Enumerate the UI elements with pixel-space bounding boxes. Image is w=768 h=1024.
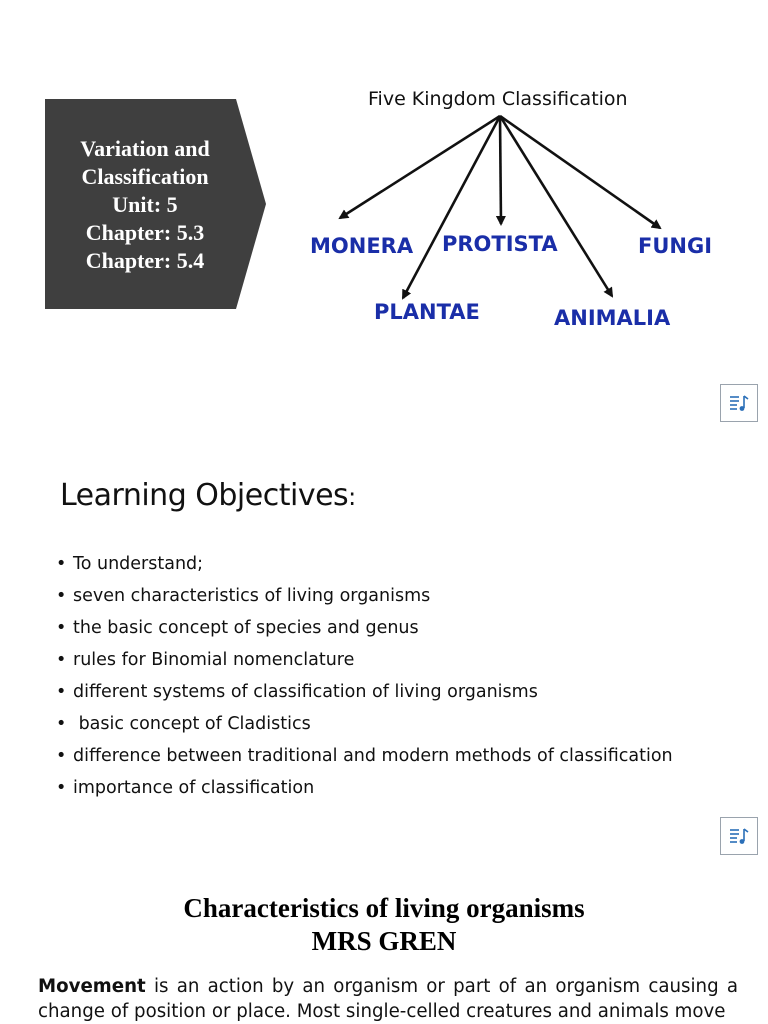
arrow-monera — [340, 116, 500, 218]
title-line: Chapter: 5.3 — [85, 220, 205, 245]
title-line: Chapter: 5.4 — [85, 248, 205, 273]
title-line: Variation and — [80, 136, 210, 161]
title-line: Unit: 5 — [112, 192, 178, 217]
title-line-1: Characteristics of living organisms — [183, 893, 585, 923]
list-item-text: importance of classification — [73, 778, 315, 798]
bullet: • — [56, 650, 67, 670]
list-item-text: difference between traditional and modern methods of classification — [73, 746, 673, 766]
bullet: • — [56, 618, 67, 638]
arrow-plantae — [403, 116, 500, 298]
body-text: is an action by an organism or part of an organism causing a change of position or place. Most single-celled creatures and animals move — [38, 976, 738, 1022]
title-line: Classification — [81, 164, 209, 189]
title-text — [45, 135, 245, 275]
kingdom-arrows — [300, 78, 740, 348]
list-item — [56, 772, 673, 804]
speaker-notes-icon — [729, 827, 749, 845]
bullet: • — [56, 586, 67, 606]
list-item-text: the basic concept of species and genus — [73, 618, 419, 638]
objectives-slide — [0, 440, 768, 820]
bullet: • — [56, 554, 67, 574]
speaker-notes-button[interactable] — [720, 384, 758, 422]
list-item-text: seven characteristics of living organisms — [73, 586, 431, 606]
list-item-text: different systems of classification of living organisms — [73, 682, 538, 702]
list-item-text: basic concept of Cladistics — [73, 714, 311, 734]
list-item — [56, 580, 673, 612]
heading-text: Learning Objectives — [60, 478, 349, 513]
kingdom-label-animalia: ANIMALIA — [554, 306, 671, 330]
kingdom-label-fungi: FUNGI — [638, 234, 713, 258]
list-item — [56, 676, 673, 708]
characteristics-body — [38, 974, 738, 1024]
arrow-animalia — [500, 116, 612, 296]
kingdom-label-monera: MONERA — [310, 234, 414, 258]
title-chevron-box — [45, 99, 266, 309]
objectives-heading — [60, 478, 356, 513]
arrow-protista — [500, 116, 501, 224]
bullet: • — [56, 746, 67, 766]
speaker-notes-button[interactable] — [720, 817, 758, 855]
diagram-title: Five Kingdom Classification — [368, 88, 628, 110]
list-item-text: rules for Binomial nomenclature — [73, 650, 355, 670]
title-line-2: MRS GREN — [311, 926, 457, 956]
heading-colon: : — [348, 483, 356, 511]
list-item-text: To understand; — [73, 554, 204, 574]
arrow-fungi — [500, 116, 660, 228]
bullet: • — [56, 778, 67, 798]
kingdom-label-plantae: PLANTAE — [374, 300, 480, 324]
title-slide — [0, 0, 768, 375]
objectives-list — [56, 548, 673, 804]
five-kingdom-diagram — [300, 78, 740, 348]
list-item — [56, 740, 673, 772]
characteristics-title — [0, 892, 768, 958]
list-item — [56, 548, 673, 580]
term-movement: Movement — [38, 976, 146, 997]
bullet: • — [56, 682, 67, 702]
list-item — [56, 708, 673, 740]
bullet: • — [56, 714, 67, 734]
speaker-notes-icon — [729, 394, 749, 412]
kingdom-label-protista: PROTISTA — [442, 232, 558, 256]
list-item — [56, 612, 673, 644]
list-item — [56, 644, 673, 676]
characteristics-slide — [0, 880, 768, 1024]
